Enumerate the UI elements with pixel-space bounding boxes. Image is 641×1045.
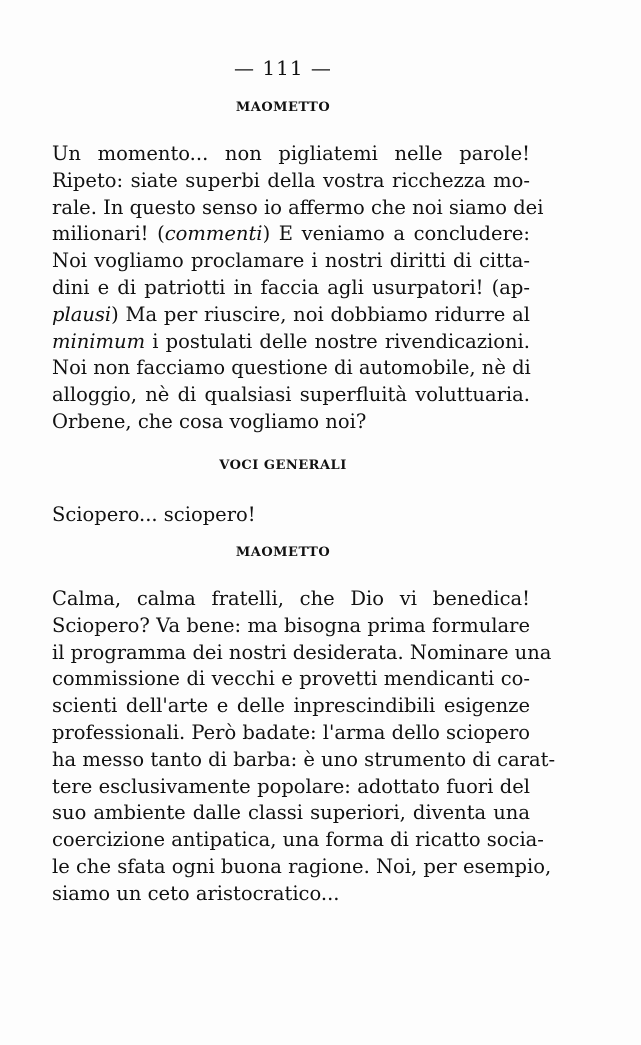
stage-direction: commenti xyxy=(164,222,263,246)
text-line: suo ambiente dalle classi superiori, diventa una xyxy=(52,801,530,825)
text-line: Ripeto: siate superbi della vostra ricchezza mo- xyxy=(52,168,530,192)
text-line: Calma, calma fratelli, che Dio vi benedica! xyxy=(52,587,530,610)
text-line: Un momento... non pigliatemi nelle parole! xyxy=(52,142,530,165)
text-line: dini e di patriotti in faccia agli usurpatori! (ap- xyxy=(52,275,530,299)
text-line: Sciopero? Va bene: ma bisogna prima formulare xyxy=(52,613,530,637)
text-line: le che sfata ogni buona ragione. Noi, per esempio, xyxy=(52,854,552,878)
text-line: il programma dei nostri desiderata. Nominare una xyxy=(52,640,552,664)
dialogue-block xyxy=(52,586,556,908)
text-line: Orbene, che cosa vogliamo noi? xyxy=(52,409,367,433)
text-line: rale. In questo senso io affermo che noi siamo dei xyxy=(52,195,544,219)
speaker-heading: MAOMETTO xyxy=(235,100,331,115)
text-line: siamo un ceto aristocratico... xyxy=(52,881,340,905)
text-line: Noi non facciamo questione di automobile, nè di xyxy=(52,356,531,380)
text-line: minimum i postulati delle nostre rivendicazioni. xyxy=(52,329,530,353)
text-line: Noi vogliamo proclamare i nostri diritti di citta- xyxy=(52,249,530,273)
text-line: ha messo tanto di barba: è uno strumento di carat- xyxy=(52,747,556,771)
text-line: tere esclusivamente popolare: adottato fuori del xyxy=(52,774,530,798)
text-line: plausi) Ma per riuscire, noi dobbiamo ridurre al xyxy=(52,302,530,326)
text-line: Sciopero... sciopero! xyxy=(52,503,256,526)
text-line: coercizione antipatica, una forma di ricatto socia- xyxy=(52,828,544,852)
text-line: alloggio, nè di qualsiasi superfluità voluttuaria. xyxy=(52,383,530,407)
dialogue-block xyxy=(52,502,530,529)
speaker-heading: MAOMETTO xyxy=(235,545,331,560)
stage-direction: plausi xyxy=(52,302,112,326)
page-number: — 111 — xyxy=(234,56,332,80)
text-line: scienti dell'arte e delle inprescindibili esigenze xyxy=(52,694,530,718)
dialogue-block xyxy=(52,141,544,436)
text-line: professionali. Però badate: l'arma dello sciopero xyxy=(52,720,531,744)
text-line: commissione di vecchi e provetti mendicanti co- xyxy=(52,667,530,691)
stage-direction: minimum xyxy=(52,329,146,353)
speaker-heading: VOCI GENERALI xyxy=(219,458,347,473)
text-line: milionari! (commenti) E veniamo a concludere: xyxy=(52,222,530,246)
